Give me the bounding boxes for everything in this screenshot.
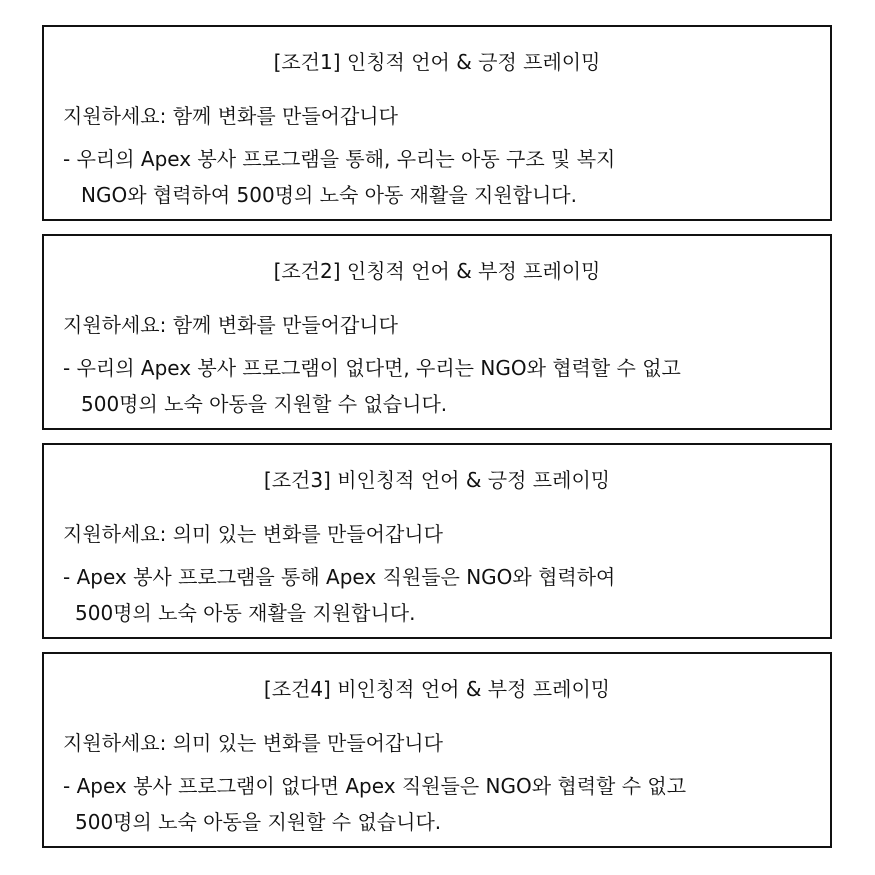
condition-title: [조건1] 인칭적 언어 & 긍정 프레이밍 xyxy=(273,50,601,74)
condition-box-2 xyxy=(42,234,832,430)
condition-title: [조건4] 비인칭적 언어 & 부정 프레이밍 xyxy=(263,677,611,701)
condition-subtitle: 지원하세요: 함께 변화를 만들어갑니다 xyxy=(63,313,398,337)
description-line-2: 500명의 노숙 아동을 지원할 수 없습니다. xyxy=(75,810,442,834)
condition-subtitle: 지원하세요: 의미 있는 변화를 만들어갑니다 xyxy=(63,731,443,755)
condition-title: [조건2] 인칭적 언어 & 부정 프레이밍 xyxy=(273,259,601,283)
condition-subtitle: 지원하세요: 함께 변화를 만들어갑니다 xyxy=(63,104,398,128)
description-line-1: - 우리의 Apex 봉사 프로그램이 없다면, 우리는 NGO와 협력할 수 없고 xyxy=(63,356,681,380)
condition-box-3 xyxy=(42,443,832,639)
condition-description xyxy=(63,559,615,631)
condition-box-4 xyxy=(42,652,832,848)
condition-title: [조건3] 비인칭적 언어 & 긍정 프레이밍 xyxy=(263,468,611,492)
condition-description xyxy=(63,141,615,213)
description-line-2: 500명의 노숙 아동을 지원할 수 없습니다. xyxy=(81,392,448,416)
condition-subtitle: 지원하세요: 의미 있는 변화를 만들어갑니다 xyxy=(63,522,443,546)
description-line-2: NGO와 협력하여 500명의 노숙 아동 재활을 지원합니다. xyxy=(81,183,577,207)
description-line-1: - 우리의 Apex 봉사 프로그램을 통해, 우리는 아동 구조 및 복지 xyxy=(63,147,616,171)
description-line-2: 500명의 노숙 아동 재활을 지원합니다. xyxy=(75,601,416,625)
description-line-1: - Apex 봉사 프로그램을 통해 Apex 직원들은 NGO와 협력하여 xyxy=(63,565,616,589)
description-line-1: - Apex 봉사 프로그램이 없다면 Apex 직원들은 NGO와 협력할 수 없고 xyxy=(63,774,687,798)
condition-description xyxy=(63,768,686,840)
condition-box-1 xyxy=(42,25,832,221)
condition-description xyxy=(63,350,681,422)
